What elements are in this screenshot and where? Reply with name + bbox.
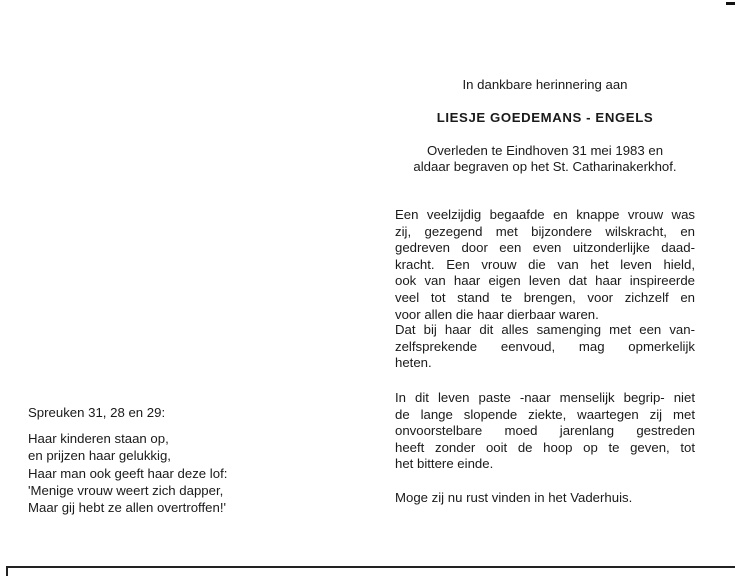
bible-verse [28, 430, 328, 516]
bible-reference: Spreuken 31, 28 en 29: [28, 405, 166, 420]
tribute-paragraph-1 [395, 207, 695, 323]
memorial-intro: In dankbare herinnering aan [462, 77, 628, 92]
verse-line: en prijzen haar gelukkig, [28, 448, 171, 464]
text-line: heeft zonder ooit de hoop op te geven, tot [395, 439, 695, 455]
tribute-paragraph-2 [395, 322, 695, 372]
text-line: gedreven door een even uitzonderlijke daad- [395, 240, 695, 256]
death-notice-line-1: Overleden te Eindhoven 31 mei 1983 en [426, 143, 664, 158]
verse-line: Maar gij hebt ze allen overtroffen!' [28, 500, 226, 516]
text-line: ook van haar eigen leven dat haar inspireerde [395, 273, 695, 289]
text-line: het bittere einde. [395, 456, 494, 472]
corner-crop-mark [726, 2, 735, 5]
tribute-paragraph-3 [395, 390, 695, 473]
bottom-edge-tick [6, 566, 8, 576]
bible-quote-panel [28, 404, 328, 516]
text-line: zelfsprekende eenvoud, mag opmerkelijk [395, 338, 695, 354]
closing-line: Moge zij nu rust vinden in het Vaderhuis. [395, 490, 633, 505]
verse-line: Haar kinderen staan op, [28, 431, 169, 447]
text-line: Dat bij haar dit alles samenging met een van- [395, 322, 695, 337]
text-line: In dit leven paste -naar menselijk begrip- niet [395, 390, 695, 405]
verse-line: Haar man ook geeft haar deze lof: [28, 465, 228, 481]
death-notice-line-2: aldaar begraven op het St. Catharinakerkhof. [413, 159, 677, 174]
text-line: voor allen die haar dierbaar waren. [395, 306, 599, 322]
text-line: zij, gezegend met bijzondere wilskracht, en [395, 223, 695, 239]
text-line: Een veelzijdig begaafde en knappe vrouw was [395, 207, 695, 222]
text-line: heten. [395, 355, 432, 371]
text-line: de lange slopende ziekte, waartegen zij met [395, 406, 695, 422]
deceased-name: LIESJE GOEDEMANS - ENGELS [436, 110, 654, 125]
text-line: veel tot stand te brengen, voor zichzelf en [395, 289, 695, 305]
text-line: kracht. Een vrouw die van het leven hield, [395, 256, 695, 272]
bottom-edge-rule [6, 566, 735, 568]
verse-line: 'Menige vrouw weert zich dapper, [28, 482, 224, 498]
text-line: onvoorstelbare moed jarenlang gestreden [395, 423, 695, 439]
